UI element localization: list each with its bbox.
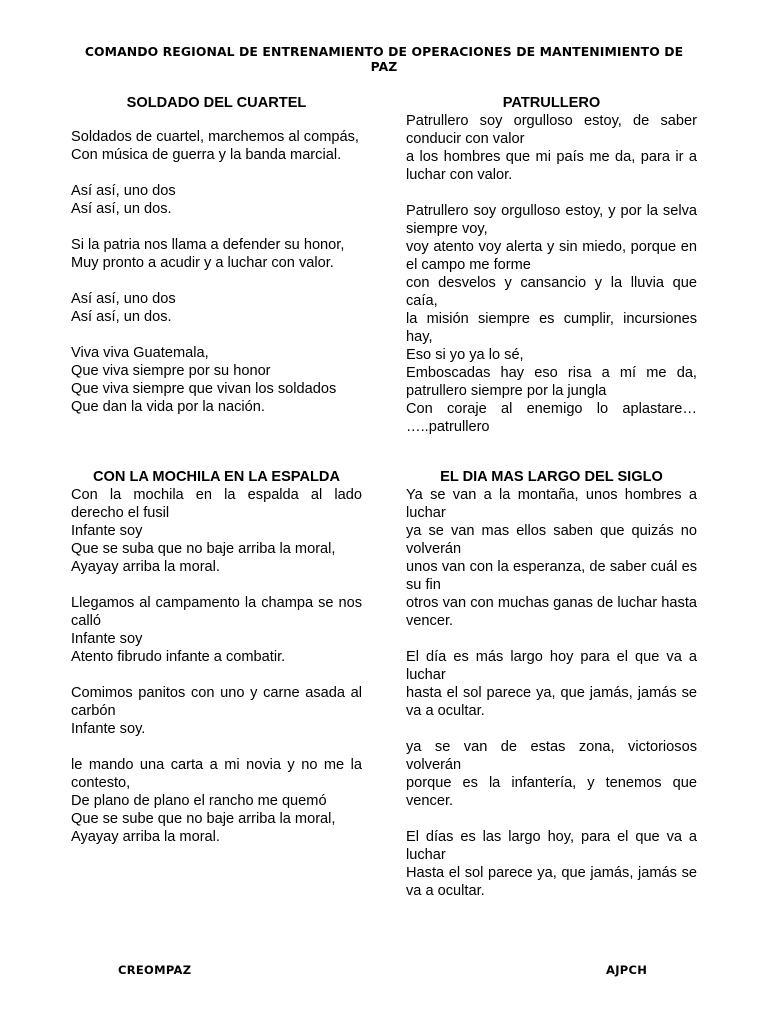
lyric-line: Infante soy — [71, 631, 143, 647]
lyric-line: Que dan la vida por la nación. — [71, 399, 265, 415]
lyric-line: Patrullero soy orgulloso estoy, de saber conducir con valor — [406, 113, 697, 147]
lyric-line: hasta el sol parece ya, que jamás, jamás se va a ocultar. — [406, 685, 697, 719]
song-soldado-del-cuartel — [71, 94, 362, 416]
song-el-dia-mas-largo — [406, 468, 697, 900]
lyric-line: El días es las largo hoy, para el que va a luchar — [406, 829, 697, 863]
stanza-gap — [71, 164, 362, 182]
lyric-line: Llegamos al campamento la champa se nos calló — [71, 595, 362, 629]
stanza — [406, 202, 697, 436]
stanza — [71, 486, 362, 576]
lyric-line: Ayayay arriba la moral. — [71, 559, 220, 575]
stanza — [406, 828, 697, 900]
lyric-line: Con la mochila en la espalda al lado derecho el fusil — [71, 487, 362, 521]
stanza-gap — [406, 630, 697, 648]
lyric-line: Muy pronto a acudir y a luchar con valor. — [71, 255, 334, 271]
lyric-line: ya se van de estas zona, victoriosos volverán — [406, 739, 697, 773]
lyric-line: Emboscadas hay eso risa a mí me da, patrullero siempre por la jungla — [406, 365, 697, 399]
lyric-line: Así así, uno dos — [71, 183, 176, 199]
stanza — [71, 128, 362, 164]
lyric-line: porque es la infantería, y tenemos que vencer. — [406, 775, 697, 809]
lyric-line: Así así, un dos. — [71, 201, 172, 217]
lyric-line: la misión siempre es cumplir, incursiones hay, — [406, 311, 697, 345]
song-con-la-mochila — [71, 468, 362, 846]
lyric-line: De plano de plano el rancho me quemó — [71, 793, 327, 809]
stanza — [406, 738, 697, 810]
song-title: SOLDADO DEL CUARTEL — [126, 95, 307, 111]
stanza-gap — [71, 272, 362, 290]
lyric-line: Patrullero soy orgulloso estoy, y por la selva siempre voy, — [406, 203, 697, 237]
lyric-line: Eso si yo ya lo sé, — [406, 347, 524, 363]
lyric-line: Que viva siempre que vivan los soldados — [71, 381, 337, 397]
lyric-line: Atento fibrudo infante a combatir. — [71, 649, 286, 665]
lyric-line: Con música de guerra y la banda marcial. — [71, 147, 342, 163]
song-lyrics — [71, 128, 362, 416]
stanza-gap — [406, 184, 697, 202]
lyric-line: le mando una carta a mi novia y no me la contesto, — [71, 757, 362, 791]
stanza — [71, 290, 362, 326]
stanza — [406, 486, 697, 630]
song-title: EL DIA MAS LARGO DEL SIGLO — [440, 469, 663, 485]
lyric-line: unos van con la esperanza, de saber cuál es su fin — [406, 559, 697, 593]
stanza — [71, 182, 362, 218]
stanza-gap — [71, 738, 362, 756]
song-title: PATRULLERO — [502, 95, 601, 111]
lyric-line: Así así, uno dos — [71, 291, 176, 307]
lyric-line: Así así, un dos. — [71, 309, 172, 325]
stanza-gap — [71, 218, 362, 236]
stanza-gap — [406, 810, 697, 828]
song-lyrics — [406, 112, 697, 436]
lyric-line: Que se sube que no baje arriba la moral, — [71, 811, 336, 827]
lyric-line: a los hombres que mi país me da, para ir a luchar con valor. — [406, 149, 697, 183]
lyric-line: Infante soy. — [71, 721, 146, 737]
lyric-line: Comimos panitos con uno y carne asada al carbón — [71, 685, 362, 719]
footer-right-label: AJPCH — [606, 963, 648, 977]
song-patrullero — [406, 94, 697, 436]
stanza — [71, 236, 362, 272]
lyric-line: Si la patria nos llama a defender su honor, — [71, 237, 345, 253]
stanza-gap — [406, 720, 697, 738]
lyric-line: voy atento voy alerta y sin miedo, porque en el campo me forme — [406, 239, 697, 273]
lyric-line: Ayayay arriba la moral. — [71, 829, 220, 845]
lyric-line: ya se van mas ellos saben que quizás no volverán — [406, 523, 697, 557]
lyric-line: Soldados de cuartel, marchemos al compás, — [71, 129, 359, 145]
lyric-line: Hasta el sol parece ya, que jamás, jamás se va a ocultar. — [406, 865, 697, 899]
footer-left-label: CREOMPAZ — [118, 963, 192, 977]
header-line-1: COMANDO REGIONAL DE ENTRENAMIENTO DE OPERACIONES DE MANTENIMIENTO DE — [84, 44, 684, 59]
lyric-line: con desvelos y cansancio y la lluvia que caía, — [406, 275, 697, 309]
song-lyrics — [406, 486, 697, 900]
lyric-line: otros van con muchas ganas de luchar hasta vencer. — [406, 595, 697, 629]
stanza-gap — [71, 326, 362, 344]
lyric-line: Ya se van a la montaña, unos hombres a luchar — [406, 487, 697, 521]
lyric-line: Viva viva Guatemala, — [71, 345, 209, 361]
song-lyrics — [71, 486, 362, 846]
lyric-line: El día es más largo hoy para el que va a luchar — [406, 649, 697, 683]
stanza-gap — [71, 576, 362, 594]
stanza — [71, 684, 362, 738]
stanza — [71, 594, 362, 666]
stanza — [71, 756, 362, 846]
lyric-line: Que viva siempre por su honor — [71, 363, 271, 379]
song-title: CON LA MOCHILA EN LA ESPALDA — [92, 469, 340, 485]
stanza — [406, 648, 697, 720]
lyric-line: Que se suba que no baje arriba la moral, — [71, 541, 336, 557]
stanza — [71, 344, 362, 416]
stanza — [406, 112, 697, 184]
stanza-gap — [71, 666, 362, 684]
header-line-2: PAZ — [370, 59, 398, 74]
lyric-line: Infante soy — [71, 523, 143, 539]
lyric-line: Con coraje al enemigo lo aplastare… …..patrullero — [406, 401, 697, 435]
document-header — [70, 44, 698, 74]
